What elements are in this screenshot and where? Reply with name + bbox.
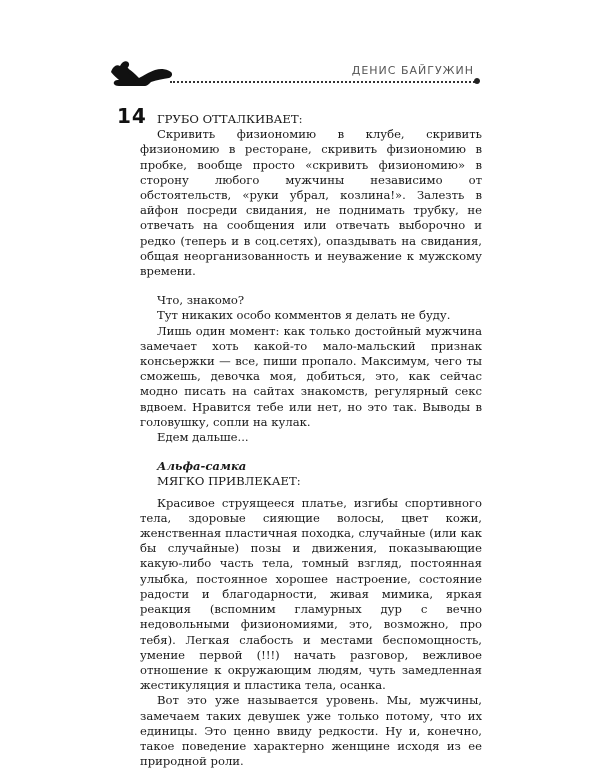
header-rule-end-dot xyxy=(474,78,480,84)
spacer xyxy=(140,445,482,459)
paragraph-one-moment: Лишь один момент: как только достойный мужчина замечает хоть какой-то мало-мальский признак консьержки — все, пиши пропало. Максимум, чего ты сможешь, девочка моя, добиться, это, как сейчас модно писать на сайтах знакомств, регулярный секс вдвоем. Нравится тебе или нет, но это так. Выводы в головушку, сопли на кулак. xyxy=(140,323,482,429)
header-dotted-rule xyxy=(170,81,475,83)
reclining-woman-silhouette-icon xyxy=(105,52,177,88)
line-no-comments: Тут никаких особо комментов я делать не буду. xyxy=(157,308,451,323)
line-familiar: Что, знакомо? xyxy=(157,293,245,308)
spacer xyxy=(140,279,482,293)
page-header xyxy=(0,0,600,100)
page-body xyxy=(140,112,482,769)
section-heading-repels: ГРУБО ОТТАЛКИВАЕТ: xyxy=(157,112,303,126)
line-moving-on: Едем дальше... xyxy=(157,430,249,445)
page-number: 14 xyxy=(117,104,147,128)
paragraph-level: Вот это уже называется уровень. Мы, мужчины, замечаем таких девушек уже только потому, что их единицы. Это ценно ввиду редкости. Ну и, конечно, такое поведение характерно женщине исходя из ее природной роли. xyxy=(140,693,482,769)
running-head-author: ДЕНИС БАЙГУЖИН xyxy=(351,64,474,77)
section-heading-attracts: МЯГКО ПРИВЛЕКАЕТ: xyxy=(157,474,301,489)
paragraph-repels: Скривить физиономию в клубе, скривить физиономию в ресторане, скривить физиономию в пробке, вообще просто «скривить физиономию» в сторону любого мужчины независимо от обстоятельств, «руки убрал, козлина!». Залезть в айфон посреди свидания, не поднимать трубку, не отвечать на сообщения или отвечать выборочно и редко (теперь и в соц.сетях), опаздывать на свидания, общая неорганизованность и неуважение к мужскому времени. xyxy=(140,127,482,279)
paragraph-attracts: Красивое струящееся платье, изгибы спортивного тела, здоровые сияющие волосы, цвет кожи, женственная пластичная походка, случайные (или как бы случайные) позы и движения, показывающие какую-либо часть тела, томный взгляд, постоянная улыбка, постоянное хорошее настроение, состояние радости и благодарности, живая мимика, яркая реакция (вспомним гламурных дур с вечно недовольными физиономиями, это, возможно, про тебя). Легкая слабость и местами беспомощность, умение первой (!!!) начать разговор, вежливое отношение к окружающим людям, чуть замедленная жестикуляция и пластика тела, осанка. xyxy=(140,495,482,693)
section-title-alpha-female: Альфа-самка xyxy=(157,459,247,474)
